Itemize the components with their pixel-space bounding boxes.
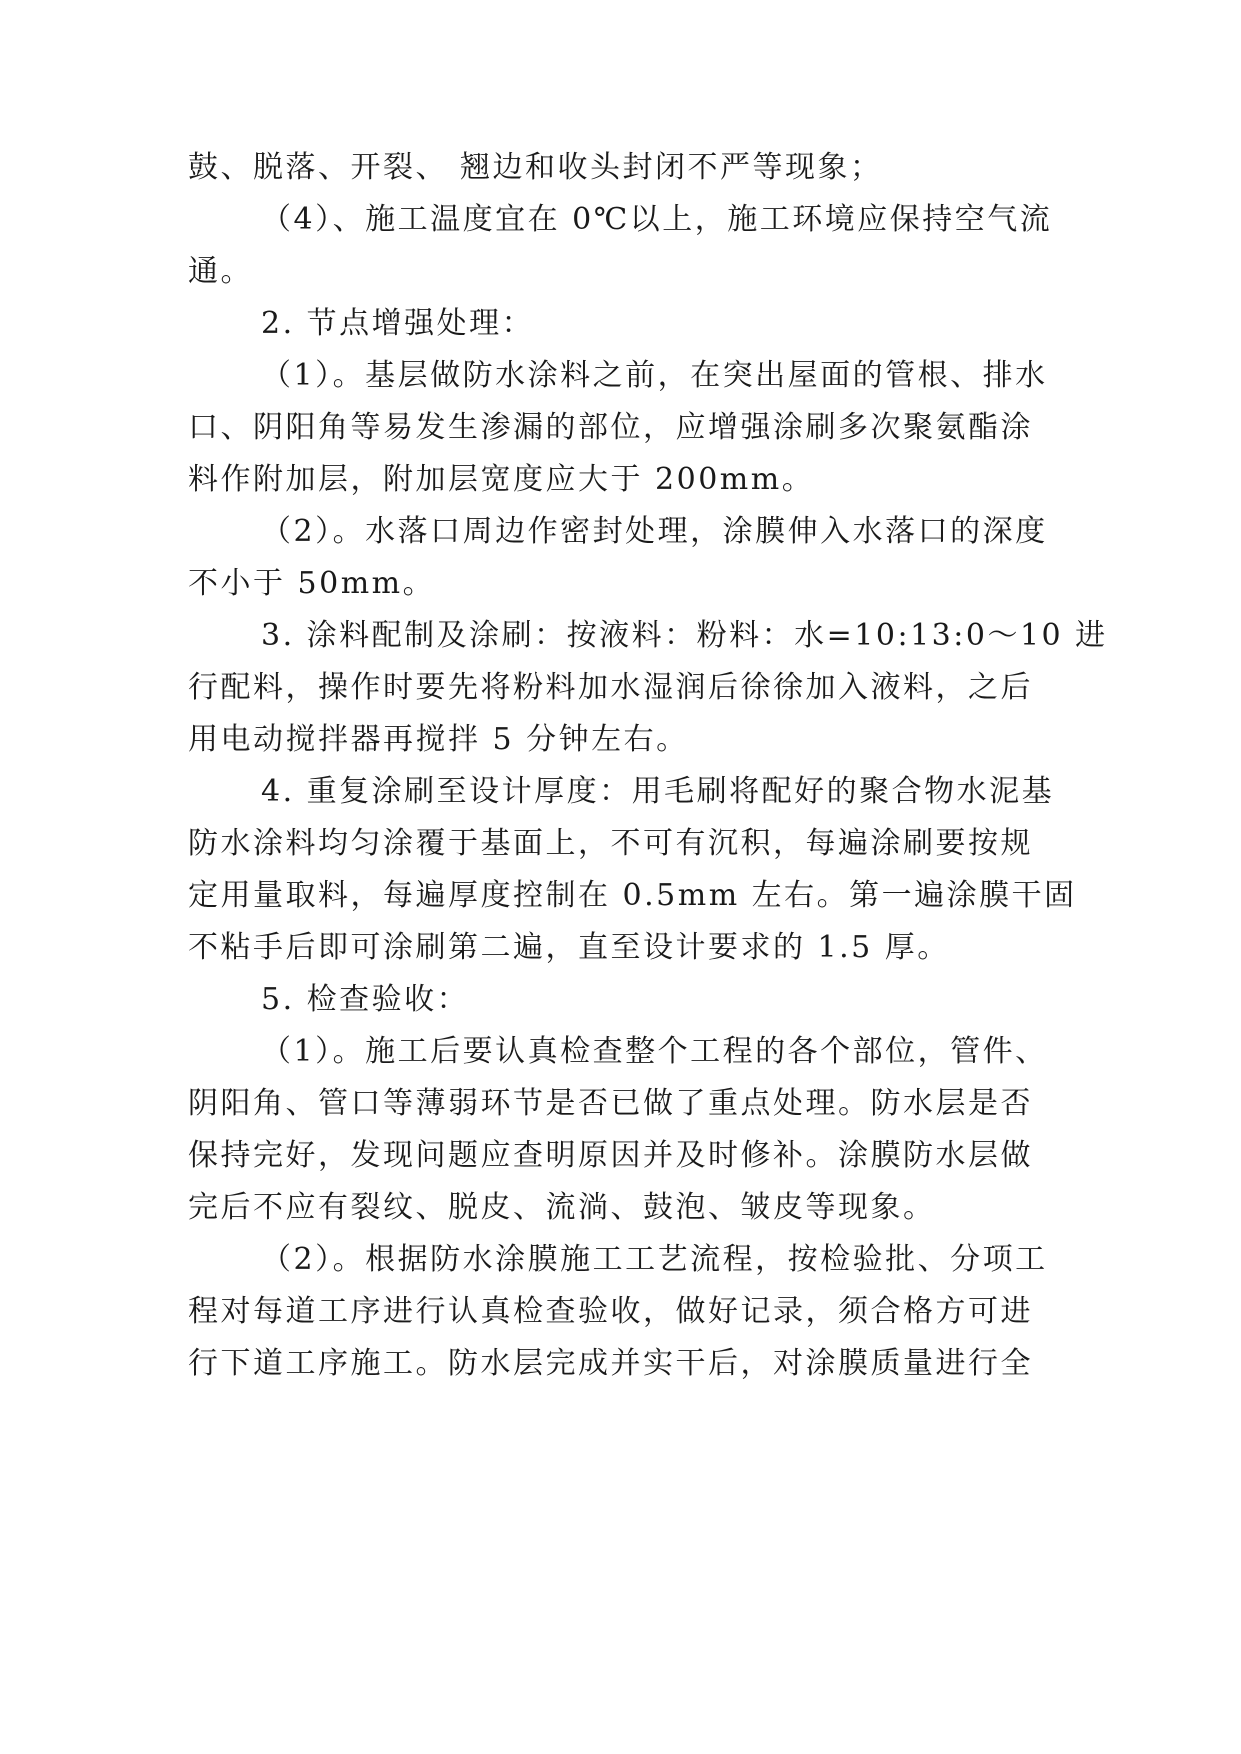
text-line: 行配料，操作时要先将粉料加水湿润后徐徐加入液料，之后: [188, 670, 1033, 705]
text-line: 阴阳角、管口等薄弱环节是否已做了重点处理。防水层是否: [188, 1086, 1033, 1121]
text-line: （1）。基层做防水涂料之前，在突出屋面的管根、排水: [261, 358, 1048, 393]
text-line: 程对每道工序进行认真检查验收，做好记录，须合格方可进: [188, 1294, 1033, 1329]
text-line: 保持完好，发现问题应查明原因并及时修补。涂膜防水层做: [188, 1138, 1033, 1173]
section-heading: 5. 检查验收：: [261, 982, 470, 1017]
text-line: 不小于 50mm。: [188, 566, 436, 601]
text-line: （2）。水落口周边作密封处理，涂膜伸入水落口的深度: [261, 514, 1048, 549]
section-heading: 2. 节点增强处理：: [261, 306, 535, 341]
text-line: 料作附加层，附加层宽度应大于 200mm。: [188, 462, 815, 497]
text-line: 口、阴阳角等易发生渗漏的部位，应增强涂刷多次聚氨酯涂: [188, 410, 1033, 445]
section-heading: 4. 重复涂刷至设计厚度：用毛刷将配好的聚合物水泥基: [261, 774, 1055, 809]
text-line: 通。: [188, 254, 253, 289]
section-heading: 3. 涂料配制及涂刷：按液料：粉料：水=10:13:0～10 进: [261, 618, 1108, 653]
text-line: 定用量取料，每遍厚度控制在 0.5mm 左右。第一遍涂膜干固: [188, 878, 1077, 913]
text-line: （2）。根据防水涂膜施工工艺流程，按检验批、分项工: [261, 1242, 1048, 1277]
text-line: 防水涂料均匀涂覆于基面上，不可有沉积，每遍涂刷要按规: [188, 826, 1033, 861]
text-line: 完后不应有裂纹、脱皮、流淌、鼓泡、皱皮等现象。: [188, 1190, 936, 1225]
text-line: 不粘手后即可涂刷第二遍，直至设计要求的 1.5 厚。: [188, 930, 950, 965]
text-line: 行下道工序施工。防水层完成并实干后，对涂膜质量进行全: [188, 1346, 1033, 1381]
text-line: （1）。施工后要认真检查整个工程的各个部位，管件、: [261, 1034, 1048, 1069]
text-line: （4）、施工温度宜在 0℃以上，施工环境应保持空气流: [261, 202, 1053, 237]
text-line: 鼓、脱落、开裂、 翘边和收头封闭不严等现象；: [188, 150, 883, 185]
text-line: 用电动搅拌器再搅拌 5 分钟左右。: [188, 722, 689, 757]
